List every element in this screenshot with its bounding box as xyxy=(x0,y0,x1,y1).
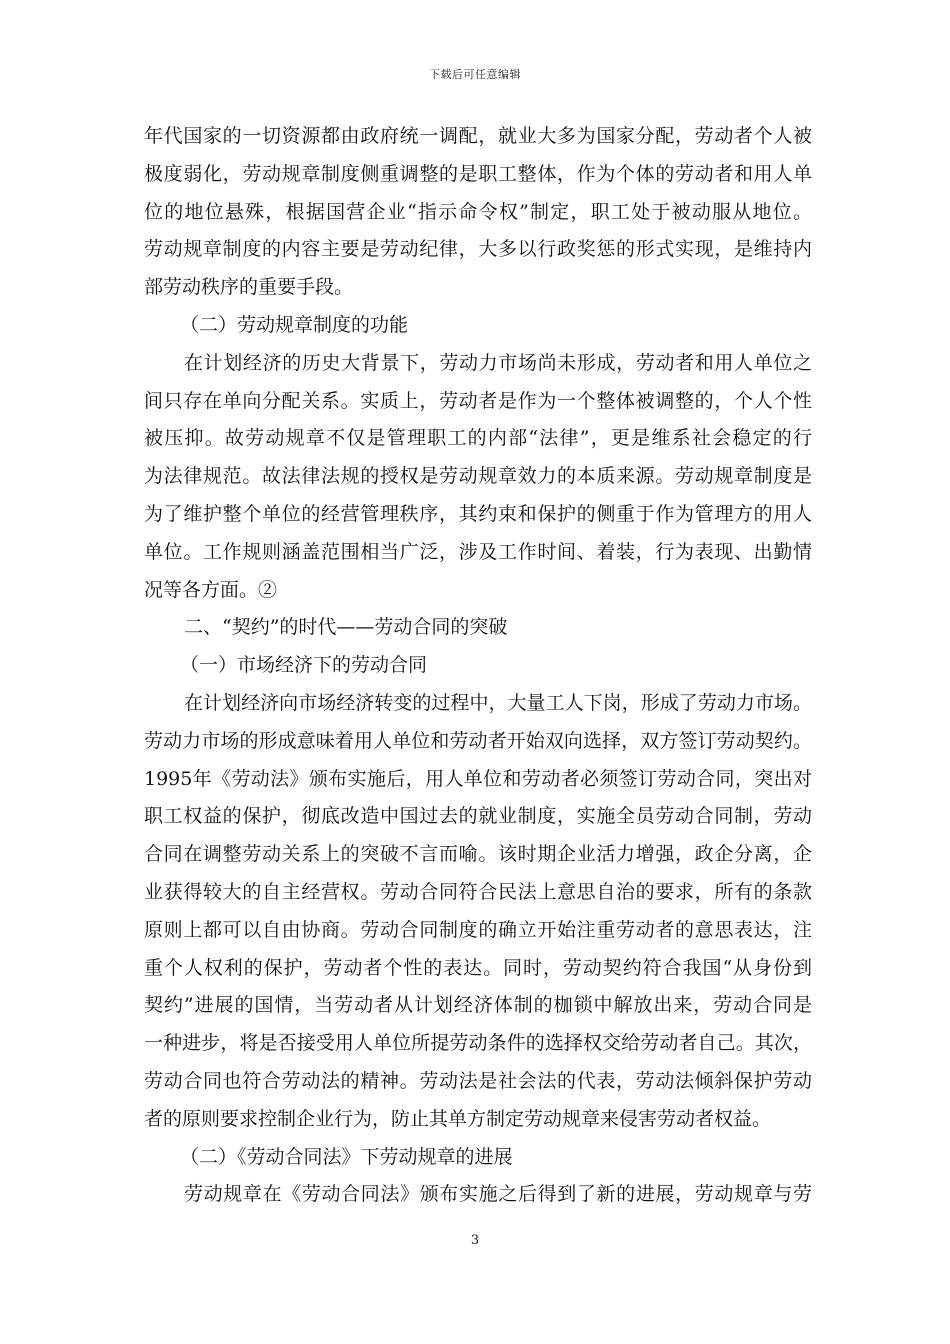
chapter-heading: 二、“契约”的时代——劳动合同的突破 xyxy=(184,616,508,639)
text-line: 位的地位悬殊，根据国营企业“指示命令权”制定，职工处于被动服从地位。 xyxy=(144,200,812,223)
text-line: 在计划经济的历史大背景下，劳动力市场尚未形成，劳动者和用人单位之 xyxy=(184,351,812,374)
text-line: 业获得较大的自主经营权。劳动合同符合民法上意思自治的要求，所有的条款 xyxy=(144,880,812,903)
text-line: 为法律规范。故法律法规的授权是劳动规章效力的本质来源。劳动规章制度是 xyxy=(144,465,812,488)
text-line: 部劳动秩序的重要手段。 xyxy=(144,276,354,299)
text-line: 劳动规章制度的内容主要是劳动纪律，大多以行政奖惩的形式实现，是维持内 xyxy=(144,238,812,261)
text-line: 契约”进展的国情，当劳动者从计划经济体制的枷锁中解放出来，劳动合同是 xyxy=(144,994,812,1017)
section-heading: （一）市场经济下的劳动合同 xyxy=(180,654,428,677)
text-line: 一种进步，将是否接受用人单位所提劳动条件的选择权交给劳动者自己。其次， xyxy=(144,1032,812,1055)
text-line: 间只存在单向分配关系。实质上，劳动者是作为一个整体被调整的，个人个性 xyxy=(144,389,812,412)
page-number: 3 xyxy=(470,1233,480,1248)
text-line: 原则上都可以自由协商。劳动合同制度的确立开始注重劳动者的意思表达，注 xyxy=(144,918,812,941)
text-line: 重个人权利的保护，劳动者个性的表达。同时，劳动契约符合我国“从身份到 xyxy=(144,956,812,979)
text-line: 况等各方面。② xyxy=(144,578,278,601)
text-line: 劳动规章在《劳动合同法》颁布实施之后得到了新的进展，劳动规章与劳 xyxy=(184,1183,812,1206)
section-heading: （二）劳动规章制度的功能 xyxy=(180,313,409,336)
text-line: 年代国家的一切资源都由政府统一调配，就业大多为国家分配，劳动者个人被 xyxy=(144,125,812,147)
text-line: 者的原则要求控制企业行为，防止其单方制定劳动规章来侵害劳动者权益。 xyxy=(144,1107,772,1130)
text-line: 1995年《劳动法》颁布实施后，用人单位和劳动者必须签订劳动合同，突出对 xyxy=(144,767,812,790)
page-header: 下载后可任意编辑 xyxy=(429,68,521,81)
text-line: 劳动力市场的形成意味着用人单位和劳动者开始双向选择，双方签订劳动契约。 xyxy=(144,729,812,752)
document-body xyxy=(144,118,812,1214)
text-line: 在计划经济向市场经济转变的过程中，大量工人下岗，形成了劳动力市场。 xyxy=(184,691,812,714)
text-line: 单位。工作规则涵盖范围相当广泛，涉及工作时间、着装，行为表现、出勤情 xyxy=(144,540,812,563)
text-line: 劳动合同也符合劳动法的精神。劳动法是社会法的代表，劳动法倾斜保护劳动 xyxy=(144,1069,812,1092)
section-heading: （二）《劳动合同法》下劳动规章的进展 xyxy=(180,1145,513,1168)
text-line: 被压抑。故劳动规章不仅是管理职工的内部“法律”，更是维系社会稳定的行 xyxy=(144,427,812,450)
text-line: 职工权益的保护，彻底改造中国过去的就业制度，实施全员劳动合同制，劳动 xyxy=(144,805,812,828)
text-line: 极度弱化，劳动规章制度侧重调整的是职工整体，作为个体的劳动者和用人单 xyxy=(144,162,812,185)
text-line: 合同在调整劳动关系上的突破不言而喻。该时期企业活力增强，政企分离，企 xyxy=(144,843,812,866)
text-line: 为了维护整个单位的经营管理秩序，其约束和保护的侧重于作为管理方的用人 xyxy=(144,502,812,525)
